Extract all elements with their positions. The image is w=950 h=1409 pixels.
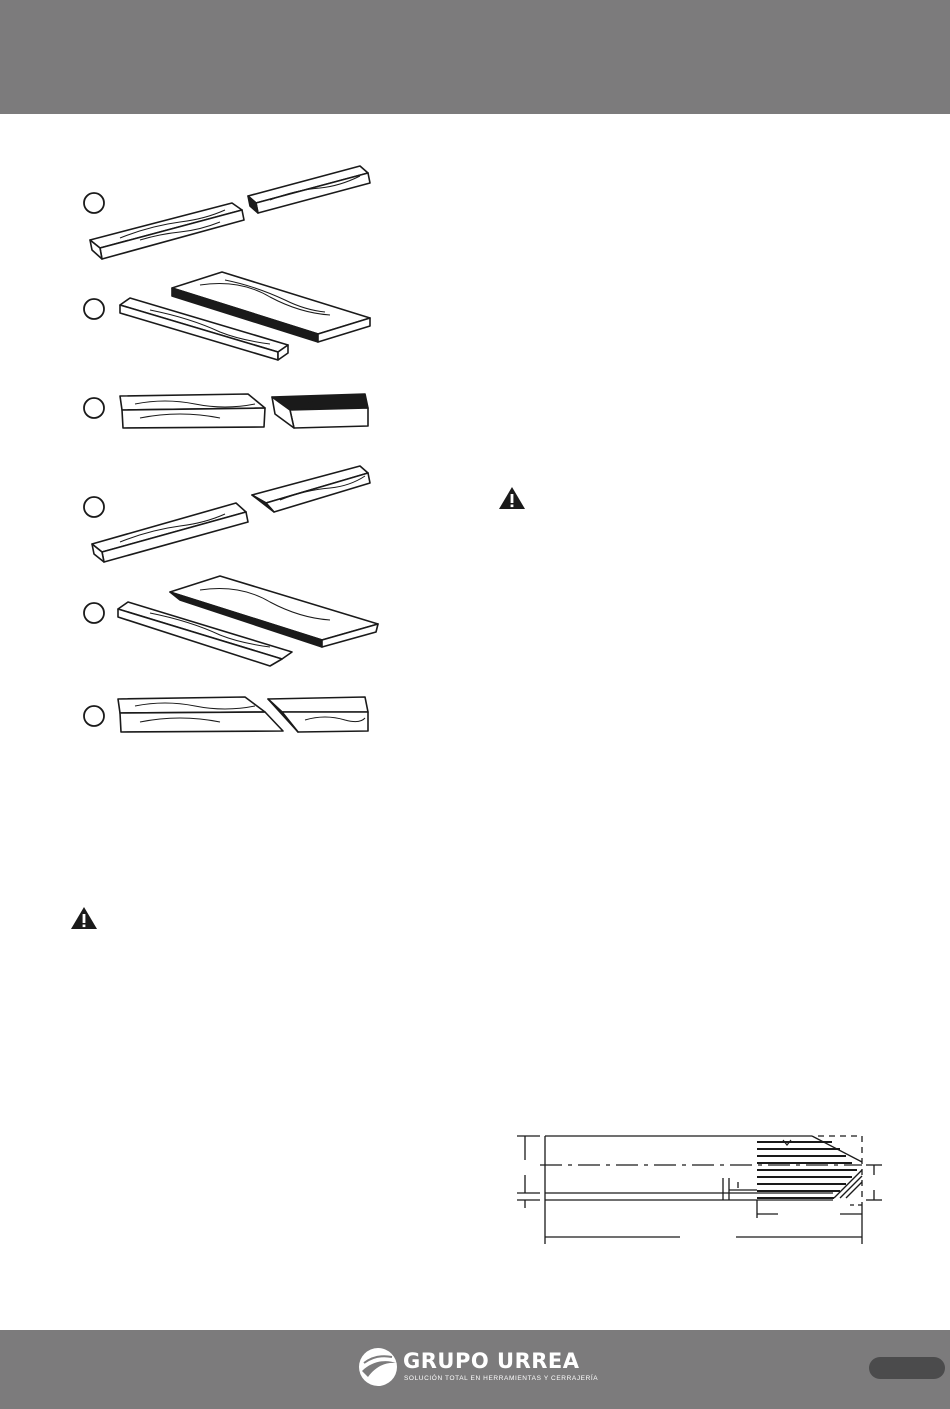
- brand-tagline: SOLUCIÓN TOTAL EN HERRAMIENTAS Y CERRAJERÍA: [404, 1375, 599, 1382]
- item-circle-2: [84, 299, 104, 319]
- board-crosscut: [90, 166, 370, 259]
- page-number-pill: [869, 1357, 945, 1379]
- item-circles: [84, 193, 104, 726]
- brand-logo: [358, 1345, 598, 1393]
- item-circle-1: [84, 193, 104, 213]
- item-circle-3: [84, 398, 104, 418]
- header-band: [0, 0, 950, 114]
- board-edge-cut: [120, 394, 368, 428]
- board-bevel-rip-cut: [118, 576, 378, 666]
- urrea-logo-icon: [358, 1347, 398, 1387]
- item-circle-4: [84, 497, 104, 517]
- cut-types-illustration: [70, 150, 390, 750]
- board-miter-crosscut: [92, 466, 370, 562]
- warning-icon: [498, 486, 526, 510]
- board-bevel-edge-cut: [118, 697, 368, 732]
- dimension-diagram: [510, 1128, 890, 1246]
- warning-icon: [70, 906, 98, 930]
- item-circle-6: [84, 706, 104, 726]
- item-circle-5: [84, 603, 104, 623]
- board-rip-cut: [120, 272, 370, 360]
- brand-name: GRUPO URREA: [403, 1349, 580, 1373]
